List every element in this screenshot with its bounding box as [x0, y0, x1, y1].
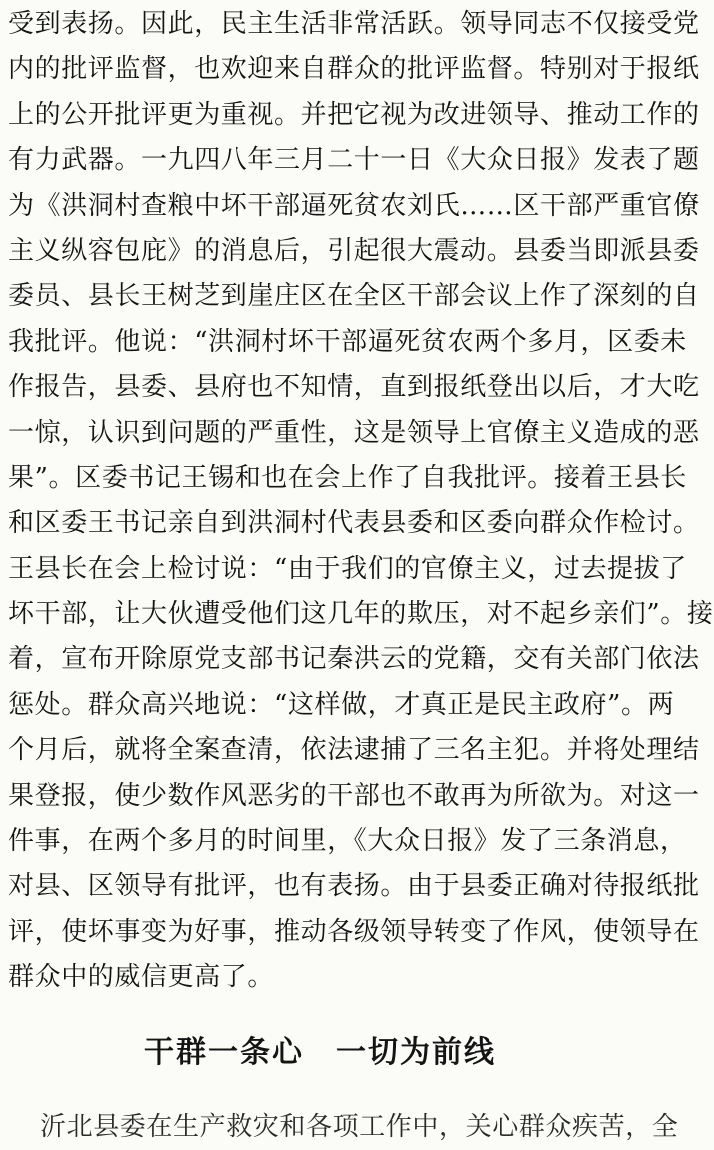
text-line: 我批评。他说：“洪洞村坏干部逼死贫农两个多月，区委未 — [8, 326, 687, 357]
text-line: 作报告，县委、县府也不知情，直到报纸登出以后，才大吃 — [8, 372, 700, 403]
text-line: 主义纵容包庇》的消息后，引起很大震动。县委当即派县委 — [8, 235, 700, 266]
section-heading: 干群一条心 一切为前线 — [144, 1034, 496, 1070]
text-line: 沂北县委在生产救灾和各项工作中，关心群众疾苦，全 — [40, 1111, 679, 1142]
text-line: 一惊，认识到问题的严重性，这是领导上官僚主义造成的恶 — [8, 417, 700, 448]
text-line: 上的公开批评更为重视。并把它视为改进领导、推动工作的 — [8, 99, 700, 130]
text-line: 群众中的威信更高了。 — [8, 962, 275, 993]
text-line: 评，使坏事变为好事，推动各级领导转变了作风，使领导在 — [8, 916, 700, 947]
text-line: 件事，在两个多月的时间里，《大众日报》发了三条消息， — [8, 826, 687, 857]
text-line: 和区委王书记亲自到洪洞村代表县委和区委向群众作检讨。 — [8, 508, 700, 539]
text-line: 委员、县长王树芝到崖庄区在全区干部会议上作了深刻的自 — [8, 281, 700, 312]
paragraph-1 — [0, 2, 714, 1001]
text-line: 有力武器。一九四八年三月二十一日《大众日报》发表了题 — [8, 145, 700, 176]
text-line: 果登报，使少数作风恶劣的干部也不敢再为所欲为。对这一 — [8, 780, 700, 811]
text-line: 果”。区委书记王锡和也在会上作了自我批评。接着王县长 — [8, 462, 687, 493]
text-line: 坏干部，让大伙遭受他们这几年的欺压，对不起乡亲们”。接 — [8, 599, 714, 630]
text-line: 受到表扬。因此，民主生活非常活跃。领导同志不仅接受党 — [8, 9, 700, 39]
text-line: 内的批评监督，也欢迎来自群众的批评监督。特别对于报纸 — [8, 54, 700, 85]
text-line: 对县、区领导有批评，也有表扬。由于县委正确对待报纸批 — [8, 871, 700, 902]
text-line: 惩处。群众高兴地说：“这样做，才真正是民主政府”。两 — [8, 689, 675, 720]
text-line: 王县长在会上检讨说：“由于我们的官僚主义，过去提拔了 — [8, 553, 687, 584]
paragraph-2 — [0, 1105, 679, 1150]
text-line: 为《洪洞村查粮中坏干部逼死贫农刘氏……区干部严重官僚 — [8, 190, 700, 221]
text-line: 个月后，就将全案查清，依法逮捕了三名主犯。并将处理结 — [8, 735, 700, 766]
text-line: 着，宣布开除原党支部书记秦洪云的党籍，交有关部门依法 — [8, 644, 700, 675]
